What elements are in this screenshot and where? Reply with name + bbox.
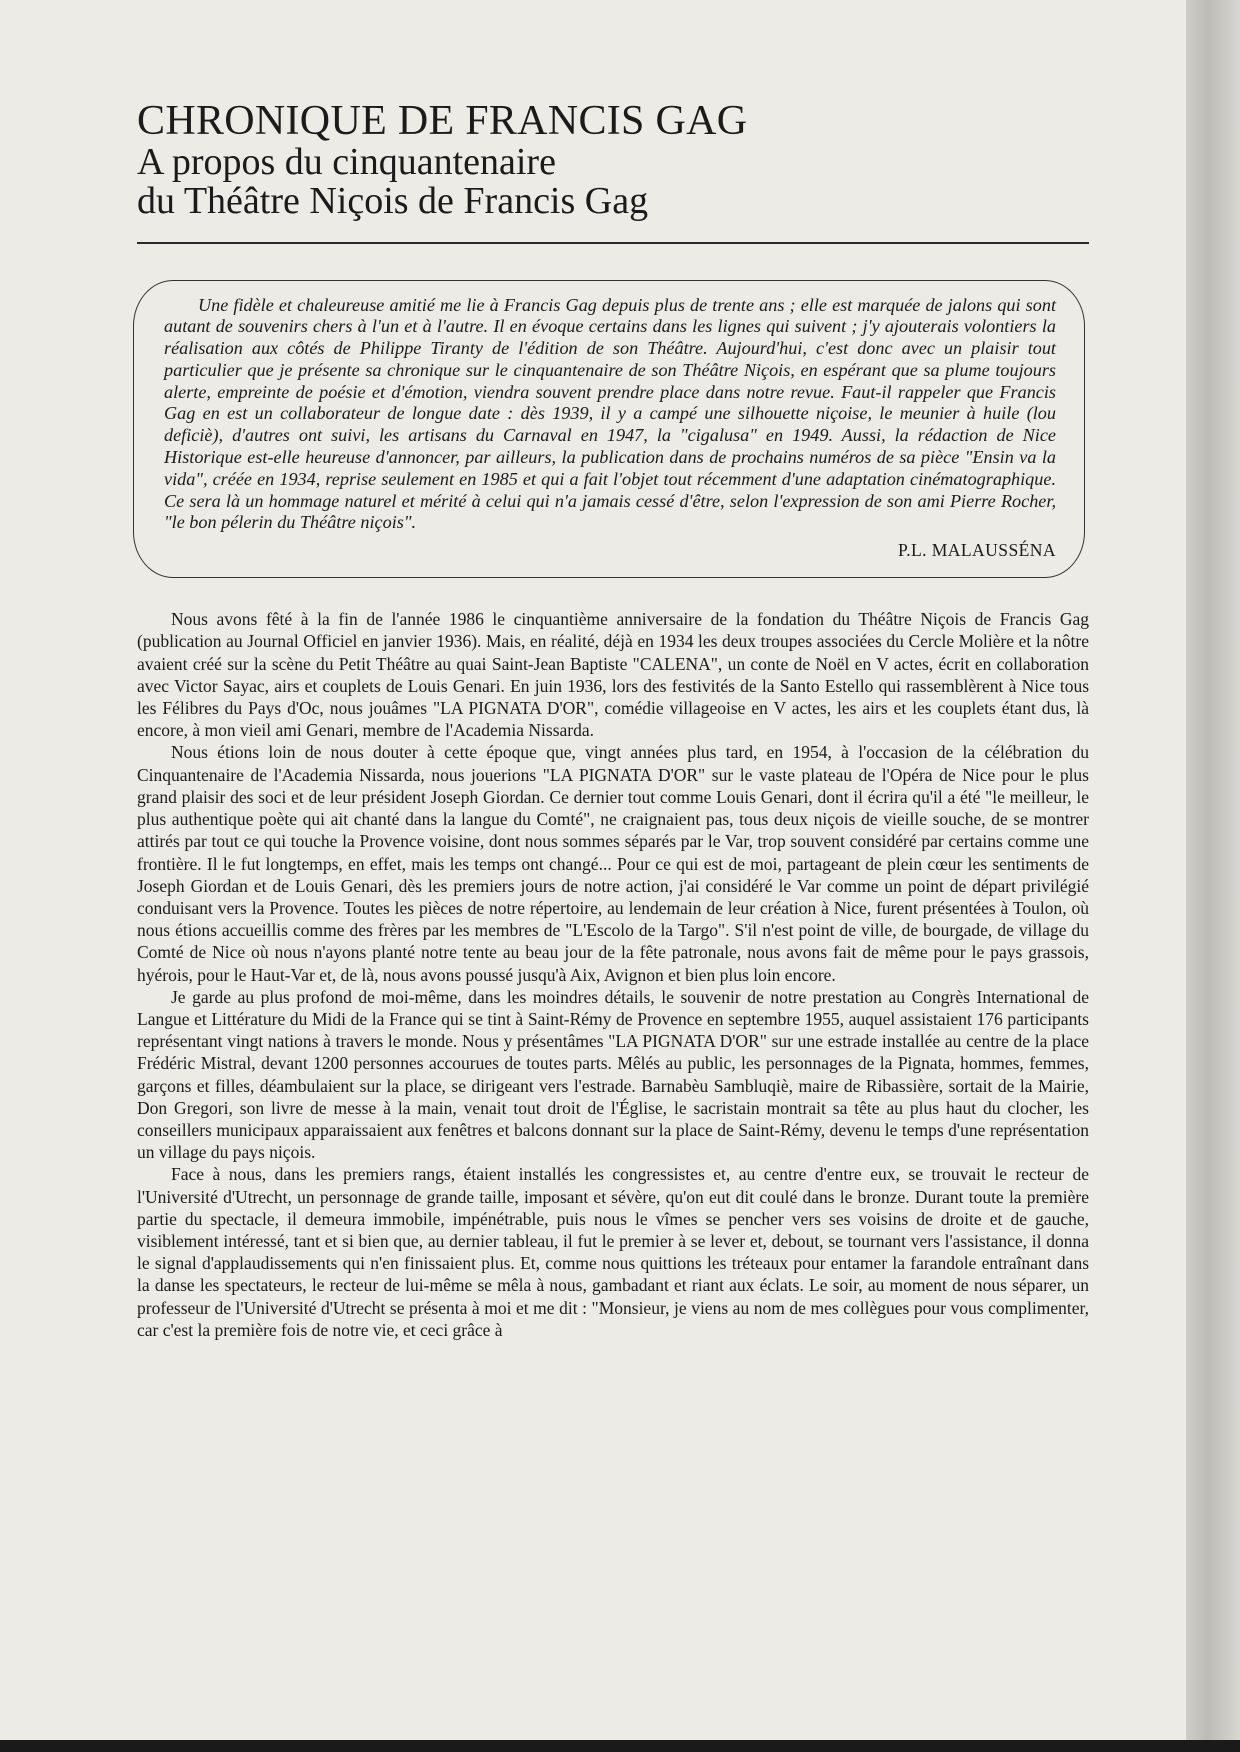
intro-box [133,280,1085,579]
scan-bottom-edge [0,1740,1240,1752]
page-edge-shadow [1186,0,1240,1752]
article-heading [137,100,1089,222]
article-subtitle-line-2: du Théâtre Niçois de Francis Gag [137,180,649,223]
intro-signature: P.L. MALAUSSÉNA [897,540,1056,561]
body-paragraph: Nous avons fêté à la fin de l'année 1986 le cinquantième anniversaire de la fondation du Théâtre Niçois de Francis Gag (publication au Journal Officiel en janvier 1936). Mais, en réalité, déjà en 1934 les deux troupes associées du Cercle Molière et la nôtre avaient créé sur la scène du Petit Théâtre au quai Saint-Jean Baptiste "CALENA", un conte de Noël en V actes, écrit en collaboration avec Victor Sayac, airs et couplets de Louis Genari. En juin 1936, lors des festivités de la Santo Estello qui rassemblèrent à Nice tous les Félibres du Pays d'Oc, nous jouâmes "LA PIGNATA D'OR", comédie villageoise en V actes, les airs et les couplets étant dus, là encore, à mon vieil ami Genari, membre de l'Academia Nissarda. [137,609,1089,741]
body-paragraph: Nous étions loin de nous douter à cette époque que, vingt années plus tard, en 1954, à l'occasion de la célébration du Cinquantenaire de l'Academia Nissarda, nous jouerions "LA PIGNATA D'OR" sur le vaste plateau de l'Opéra de Nice pour le plus grand plaisir des soci et de leur président Joseph Giordan. Ce dernier tout comme Louis Genari, dont il écrira qu'il a été "le meilleur, le plus authentique poète qui ait chanté dans la langue du Comté", ne craignaient pas, tous deux niçois de vieille souche, de se montrer attirés par tout ce qui touche la Provence voisine, dont nous sommes séparés par le Var, trop souvent considéré par certains comme une frontière. Il le fut longtemps, en effet, mais les temps ont changé... Pour ce qui est de moi, partageant de plein cœur les sentiments de Joseph Giordan et de Louis Genari, dès les premiers jours de notre action, j'ai considéré le Var comme un point de départ privilégié conduisant vers la Provence. Toutes les pièces de notre répertoire, au lendemain de leur création à Nice, furent présentées à Toulon, où nous étions accueillis comme des frères par les membres de "L'Escolo de la Targo". S'il n'est point de ville, de bourgade, de village du Comté de Nice où nous n'ayons planté notre tente au beau jour de la fête patronale, nous avons fait de même pour le pays grassois, hyérois, pour le Haut-Var et, de là, nous avons poussé jusqu'à Aix, Avignon et bien plus loin encore. [137,742,1089,985]
article [137,100,1089,1341]
article-title: CHRONIQUE DE FRANCIS GAG [137,98,748,144]
article-subtitle-line-1: A propos du cinquantenaire [137,141,556,184]
heading-rule [137,242,1089,244]
body-paragraph: Je garde au plus profond de moi-même, dans les moindres détails, le souvenir de notre prestation au Congrès International de Langue et Littérature du Midi de la France qui se tint à Saint-Rémy de Provence en septembre 1955, auquel assistaient 176 participants représentant vingt nations à travers le monde. Nous y présentâmes "LA PIGNATA D'OR" sur une estrade installée au centre de la place Frédéric Mistral, devant 1200 personnes accourues de toutes parts. Mêlés au public, les personnages de la Pignata, hommes, femmes, garçons et filles, déambulaient sur la place, se dirigeant vers l'estrade. Barnabèu Sambluqiè, maire de Ribassière, sortait de la Mairie, Don Gregori, son livre de messe à la main, venait tout droit de l'Église, le sacristain montrait sa tête au plus haut du clocher, les conseillers municipaux apparaissaient aux fenêtres et balcons donnant sur la place de Saint-Rémy, devenu le temps d'une représentation un village du pays niçois. [137,986,1089,1163]
article-body [137,608,1089,1341]
intro-text: Une fidèle et chaleureuse amitié me lie à Francis Gag depuis plus de trente ans ; elle est marquée de jalons qui sont autant de souvenirs chers à l'un et à l'autre. Il en évoque certains dans les lignes qui suivent ; j'y ajouterais volontiers la réalisation aux côtés de Philippe Tiranty de l'édition de son Théâtre. Aujourd'hui, c'est donc avec un plaisir tout particulier que je présente sa chronique sur le cinquantenaire de son Théâtre Niçois, en espérant que sa plume toujours alerte, empreinte de poésie et d'émotion, viendra souvent prendre place dans notre revue. Faut-il rappeler que Francis Gag en est un collaborateur de longue date : dès 1939, il y a campé une silhouette niçoise, le meunier à huile (lou deficiè), d'autres ont suivi, les artisans du Carnaval en 1947, la "cigalusa" en 1949. Aussi, la rédaction de Nice Historique est-elle heureuse d'annoncer, par ailleurs, la publication dans de prochains numéros de sa pièce "Ensin va la vida", créée en 1934, reprise seulement en 1985 et qui a fait l'objet tout récemment d'une adaptation cinématographique. Ce sera là un hommage naturel et mérité à celui qui n'a jamais cessé d'être, selon l'expression de son ami Pierre Rocher, "le bon pélerin du Théâtre niçois". [164,294,1056,533]
body-paragraph: Face à nous, dans les premiers rangs, étaient installés les congressistes et, au centre d'entre eux, se trouvait le recteur de l'Université d'Utrecht, un personnage de grande taille, imposant et sévère, qu'on eut dit coulé dans le bronze. Durant toute la première partie du spectacle, il demeura immobile, impénétrable, puis nous le vîmes se pencher vers ses voisins de droite et de gauche, visiblement intéressé, tant et si bien que, au dernier tableau, il fut le premier à se lever et, debout, se tournant vers l'assistance, il donna le signal d'applaudissements qui n'en finissaient plus. Et, comme nous quittions les tréteaux pour entamer la farandole entraînant dans la danse les spectateurs, le recteur de lui-même se mêla à nous, gambadant et riant aux éclats. Le soir, au moment de nous séparer, un professeur de l'Université d'Utrecht se présenta à moi et me dit : "Monsieur, je viens au nom de mes collègues pour vous complimenter, car c'est la première fois de notre vie, et ceci grâce à [137,1164,1089,1340]
